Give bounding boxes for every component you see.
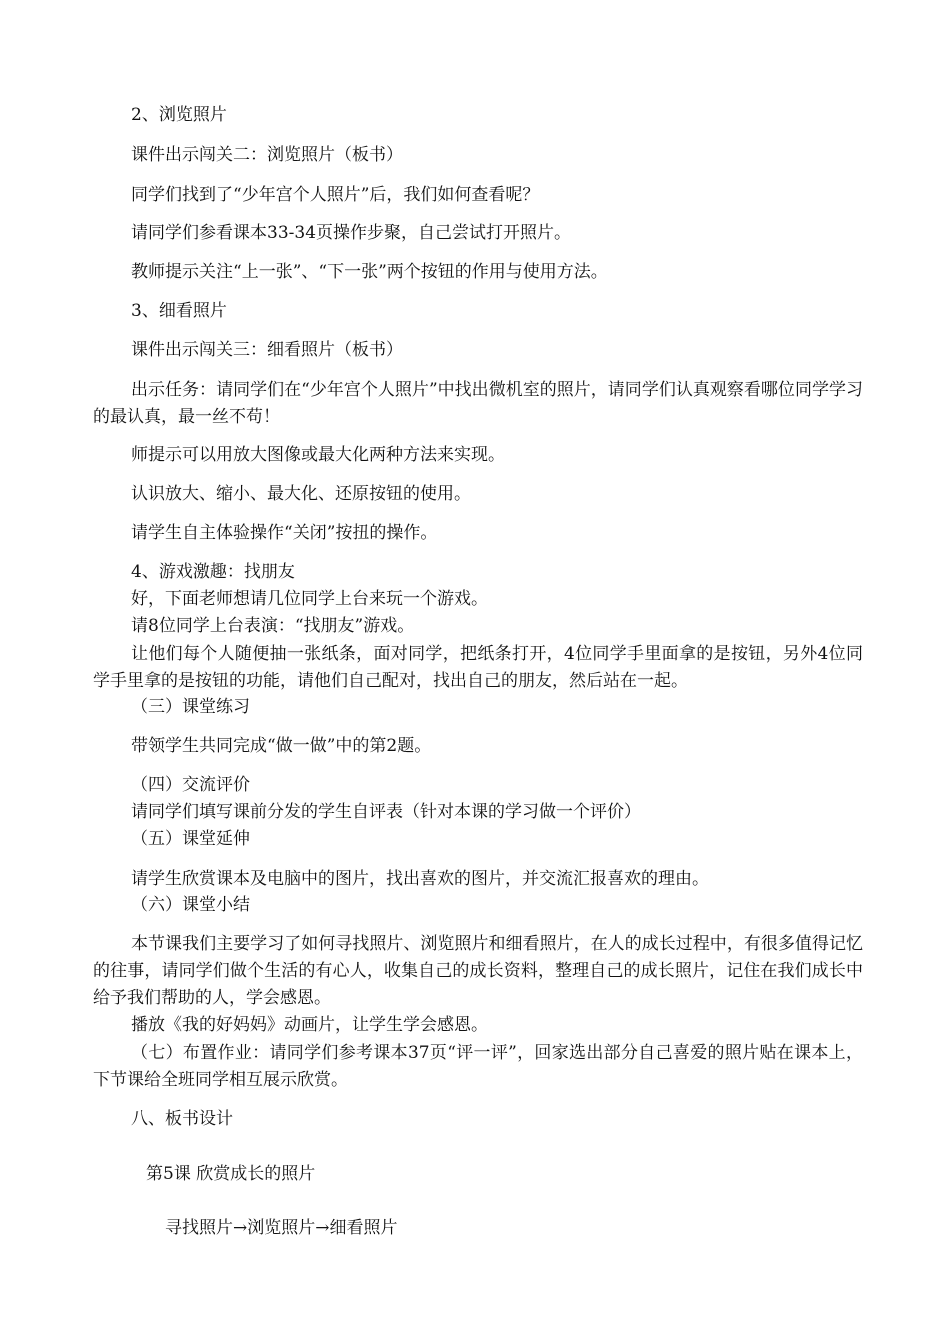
section-heading-summary: （六）课堂小结 [131,895,250,915]
section-heading-extension: （五）课堂延伸 [131,829,250,849]
board-flow: 寻找照片→浏览照片→细看照片 [165,1218,398,1238]
section-heading-evaluation: （四）交流评价 [131,775,250,795]
text-line: 课件出示闯关三：细看照片（板书） [131,340,403,360]
text-paragraph: 本节课我们主要学习了如何寻找照片、浏览照片和细看照片，在人的成长过程中，有很多值得记忆的往事，请同学们做个生活的有心人，收集自己的成长资料，整理自己的成长照片，记住在我们成长中给予我们帮助的人，学会感恩。 [93,934,863,1008]
board-title: 第5课 欣赏成长的照片 [146,1164,316,1184]
text-line: 请8位同学上台表演：“找朋友”游戏。 [131,616,415,636]
section-heading-practice: （三）课堂练习 [131,697,250,717]
text-line: 播放《我的好妈妈》动画片，让学生学会感恩。 [131,1015,488,1035]
text-line: 同学们找到了“少年宫个人照片”后，我们如何查看呢？ [131,185,540,205]
text-line: 课件出示闯关二：浏览照片（板书） [131,145,403,165]
text-line: 请同学们参看课本33-34页操作步聚，自己尝试打开照片。 [131,223,572,243]
section-heading-game: 4、游戏激趣：找朋友 [131,562,295,582]
text-paragraph: 出示任务：请同学们在“少年宫个人照片”中找出微机室的照片，请同学们认真观察看哪位同学学习的最认真，最一丝不苟！ [93,380,863,427]
text-line: 请同学们填写课前分发的学生自评表（针对本课的学习做一个评价） [131,802,641,822]
section-heading-view: 3、细看照片 [131,301,227,321]
section-heading-board: 八、板书设计 [131,1109,233,1129]
text-line: 请学生自主体验操作“关闭”按扭的操作。 [131,523,438,543]
text-line: 教师提示关注“上一张”、“下一张”两个按钮的作用与使用方法。 [131,262,608,282]
text-line: 认识放大、缩小、最大化、还原按钮的使用。 [131,484,471,504]
text-paragraph: 让他们每个人随便抽一张纸条，面对同学，把纸条打开，4位同学手里面拿的是按钮，另外4位同学手里拿的是按钮的功能，请他们自己配对，找出自己的朋友，然后站在一起。 [93,644,863,691]
text-line: 带领学生共同完成“做一做”中的第2题。 [131,736,432,756]
text-line: 好，下面老师想请几位同学上台来玩一个游戏。 [131,589,488,609]
text-line: 请学生欣赏课本及电脑中的图片，找出喜欢的图片，并交流汇报喜欢的理由。 [131,869,709,889]
text-line: 师提示可以用放大图像或最大化两种方法来实现。 [131,445,505,465]
text-paragraph: （七）布置作业：请同学们参考课本37页“评一评”，回家选出部分自己喜爱的照片贴在课本上，下节课给全班同学相互展示欣赏。 [93,1043,863,1090]
section-heading-browse: 2、浏览照片 [131,105,227,125]
